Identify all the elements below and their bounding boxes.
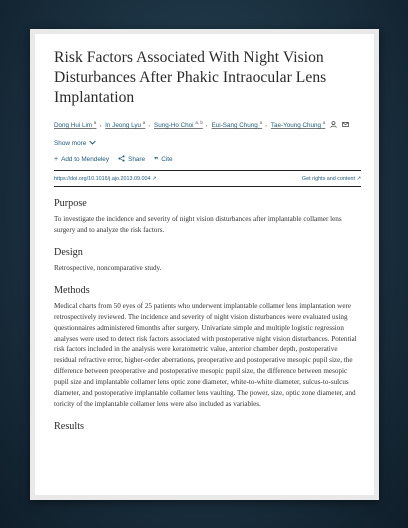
section-body: To investigate the incidence and severity of night vision disturbances after implantable collamer lens surgery and to analyze the risk factors. [54, 215, 342, 234]
share-icon [118, 155, 125, 164]
section-body: Medical charts from 50 eyes of 25 patients who underwent implantable collamer lens implantation were retrospectively reviewed. The incidence and severity of night vision disturbances were evaluated using questionnaires administered 6months after surgery. Univariate simple and multiple logistic regression analyses were used to detect risk factors associated with postoperative night vision disturbances. Potential risk factors included in the analysis were keratometric value, anterior chamber depth, postoperative residual refractive error, higher-order aberrations, preoperative and postoperative mesopic pupil size, the difference between preoperative and postoperative mesopic pupil size, the difference between mesopic pupil size and implantable collamer lens optic zone diameter, white-to-white diameter, sulcus-to-sulcus diameter, and postoperative implantable collamer lens vaulting. The power, size, optic zone diameter, and toricity of the implantable collamer lens were also included as variables. [54, 301, 357, 408]
author-link[interactable]: Dong Hui Lim $^a$ [54, 120, 97, 130]
article-card [35, 34, 374, 495]
doi-row [54, 170, 361, 186]
section-design [54, 246, 361, 274]
chevron-down-icon [89, 140, 96, 147]
author-list: Dong Hui Lim $^a$ , In Jeong Lyu $^a$ , Sung-Ho Choi $^{a, b}$ , Eui-Sang Chung $^a$ , Tae-Young Chung $^a$ [54, 118, 361, 130]
mail-icon[interactable] [342, 121, 349, 128]
add-to-mendeley-button[interactable]: + Add to Mendeley [54, 156, 110, 164]
plus-icon: + [54, 156, 59, 164]
external-link-icon: ↗ [356, 176, 361, 183]
section-heading: Design [54, 246, 83, 258]
article-actions [54, 155, 361, 164]
section-heading: Purpose [54, 198, 87, 210]
author-link[interactable]: Sung-Ho Choi $^{a, b}$ [154, 120, 203, 130]
section-heading: Results [54, 420, 85, 432]
show-more-button[interactable] [54, 140, 361, 147]
quote-icon: ❞ [154, 155, 159, 164]
doi-link[interactable]: https://doi.org/10.1016/j.ajo.2013.09.004 ↗ [54, 176, 157, 183]
section-purpose [54, 197, 361, 236]
article-title: Risk Factors Associated With Night Vision Disturbances After Phakic Intraocular Lens Implantation [54, 49, 327, 106]
section-body: Retrospective, noncomparative study. [54, 263, 162, 272]
share-button[interactable]: Share [118, 155, 145, 164]
person-icon[interactable] [330, 121, 337, 128]
author-link[interactable]: In Jeong Lyu $^a$ [105, 120, 146, 130]
external-link-icon: ↗ [152, 176, 157, 183]
page-frame [30, 29, 379, 500]
cite-button[interactable]: ❞ Cite [154, 155, 173, 164]
section-methods [54, 284, 361, 410]
divider [54, 186, 361, 187]
author-link[interactable]: Tae-Young Chung $^a$ [270, 120, 326, 130]
section-heading: Methods [54, 284, 90, 296]
author-link[interactable]: Eui-Sang Chung $^a$ [211, 120, 263, 130]
section-results [54, 420, 361, 433]
show-more-label: Show more [54, 140, 87, 148]
rights-link[interactable]: Get rights and content ↗ [301, 176, 361, 183]
